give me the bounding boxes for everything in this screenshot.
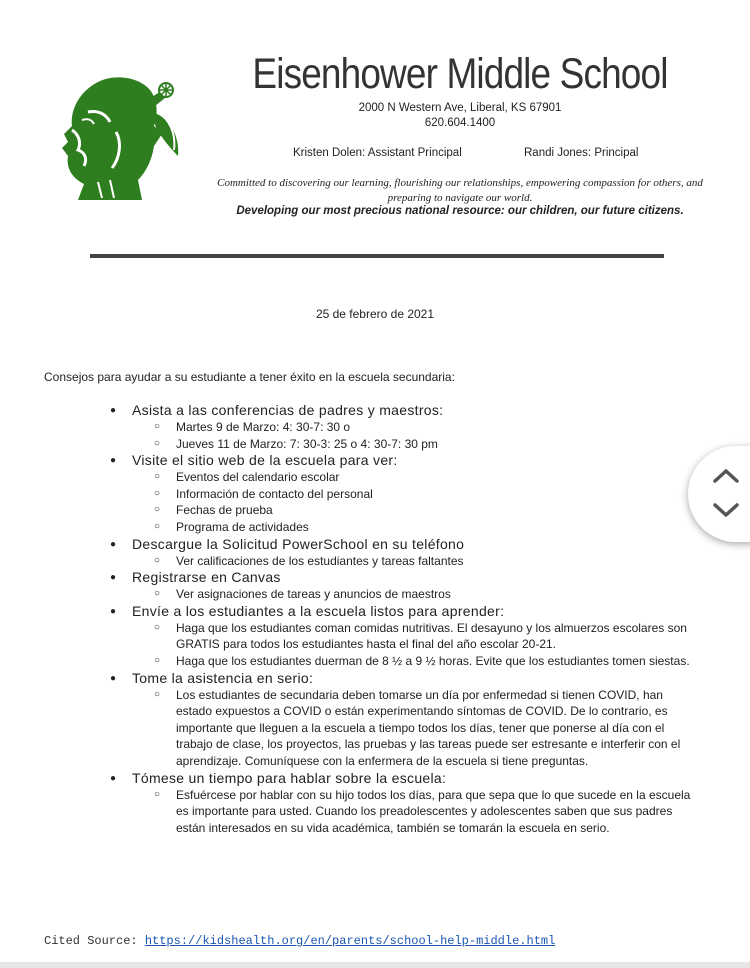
school-motto: Developing our most precious national resource: our children, our future citizens. [236,205,684,217]
tip-detail: ○ Fechas de prueba [0,502,750,519]
school-name: Eisenhower Middle School [252,50,668,98]
tip-title: ● Descargue la Solicitud PowerSchool en su teléfono [0,536,750,553]
tip-title: ● Tome la asistencia en serio: [0,670,750,687]
tip-detail: ○ Los estudiantes de secundaria deben tomarse un día por enfermedad si tienen COVID, han estado expuestos a COVID o están experimentando síntomas de COVID. De lo contrario, es importante que lleguen a la escuela a tiempo todos los días, tener que ponerse al día con el trabajo de clase, los proyectos, las pruebas y las tareas puede ser estresante e interferir con el aprendizaje. Comuníquese con la enfermera de la escuela si tiene preguntas. [0,687,750,770]
mission-line: Committed to discovering our learning, flourishing our relationships, empowering compassion for others, and [217,177,703,189]
school-phone: 620.604.1400 [424,117,496,129]
tip-detail: ○ Eventos del calendario escolar [0,469,750,486]
scroll-up-icon[interactable] [712,468,740,484]
tip-detail: ○ Jueves 11 de Marzo: 7: 30-3: 25 o 4: 30-7: 30 pm [0,436,750,453]
school-logo [58,72,188,207]
tip-detail: ○ Programa de actividades [0,519,750,536]
cited-source-link[interactable]: https://kidshealth.org/en/parents/school-help-middle.html [144,934,556,948]
letter-date: 25 de febrero de 2021 [315,307,435,321]
assistant-principal: Kristen Dolen: Assistant Principal [293,147,462,159]
letter-intro: Consejos para ayudar a su estudiante a tener éxito en la escuela secundaria: [44,370,455,384]
tip-title: ● Asista a las conferencias de padres y maestros: [0,402,750,419]
tip-title: ● Visite el sitio web de la escuela para ver: [0,452,750,469]
tip-detail: ○ Martes 9 de Marzo: 4: 30-7: 30 o [0,419,750,436]
tip-title: ● Registrarse en Canvas [0,569,750,586]
cited-label: Cited Source: [44,934,138,948]
tip-detail: ○ Información de contacto del personal [0,486,750,503]
cited-source [44,934,555,948]
bottom-bar [0,962,750,968]
tips-list [0,402,750,836]
tip-title: ● Tómese un tiempo para hablar sobre la escuela: [0,770,750,787]
tip-title: ● Envíe a los estudiantes a la escuela listos para aprender: [0,603,750,620]
tip-detail: ○ Haga que los estudiantes duerman de 8 ½ a 9 ½ horas. Evite que los estudiantes tomen siestas. [0,653,750,670]
tip-detail: ○ Haga que los estudiantes coman comidas nutritivas. El desayuno y los almuerzos escolares son GRATIS para todos los estudiantes hasta el final del año escolar 20-21. [0,620,750,653]
principal: Randi Jones: Principal [524,147,639,159]
header-divider [90,254,664,258]
mission-line: preparing to navigate our world. [387,192,533,204]
mission-statement [210,176,710,206]
school-address: 2000 N Western Ave, Liberal, KS 67901 [358,102,562,114]
tip-detail: ○ Ver calificaciones de los estudiantes y tareas faltantes [0,553,750,570]
scroll-down-icon[interactable] [712,502,740,518]
tip-detail: ○ Ver asignaciones de tareas y anuncios de maestros [0,586,750,603]
tip-detail: ○ Esfuércese por hablar con su hijo todos los días, para que sepa que lo que sucede en la escuela es importante para usted. Cuando los preadolescentes y adolescentes saben que sus padres están interesados en su vida académica, también se tomarán la escuela en serio. [0,787,750,837]
